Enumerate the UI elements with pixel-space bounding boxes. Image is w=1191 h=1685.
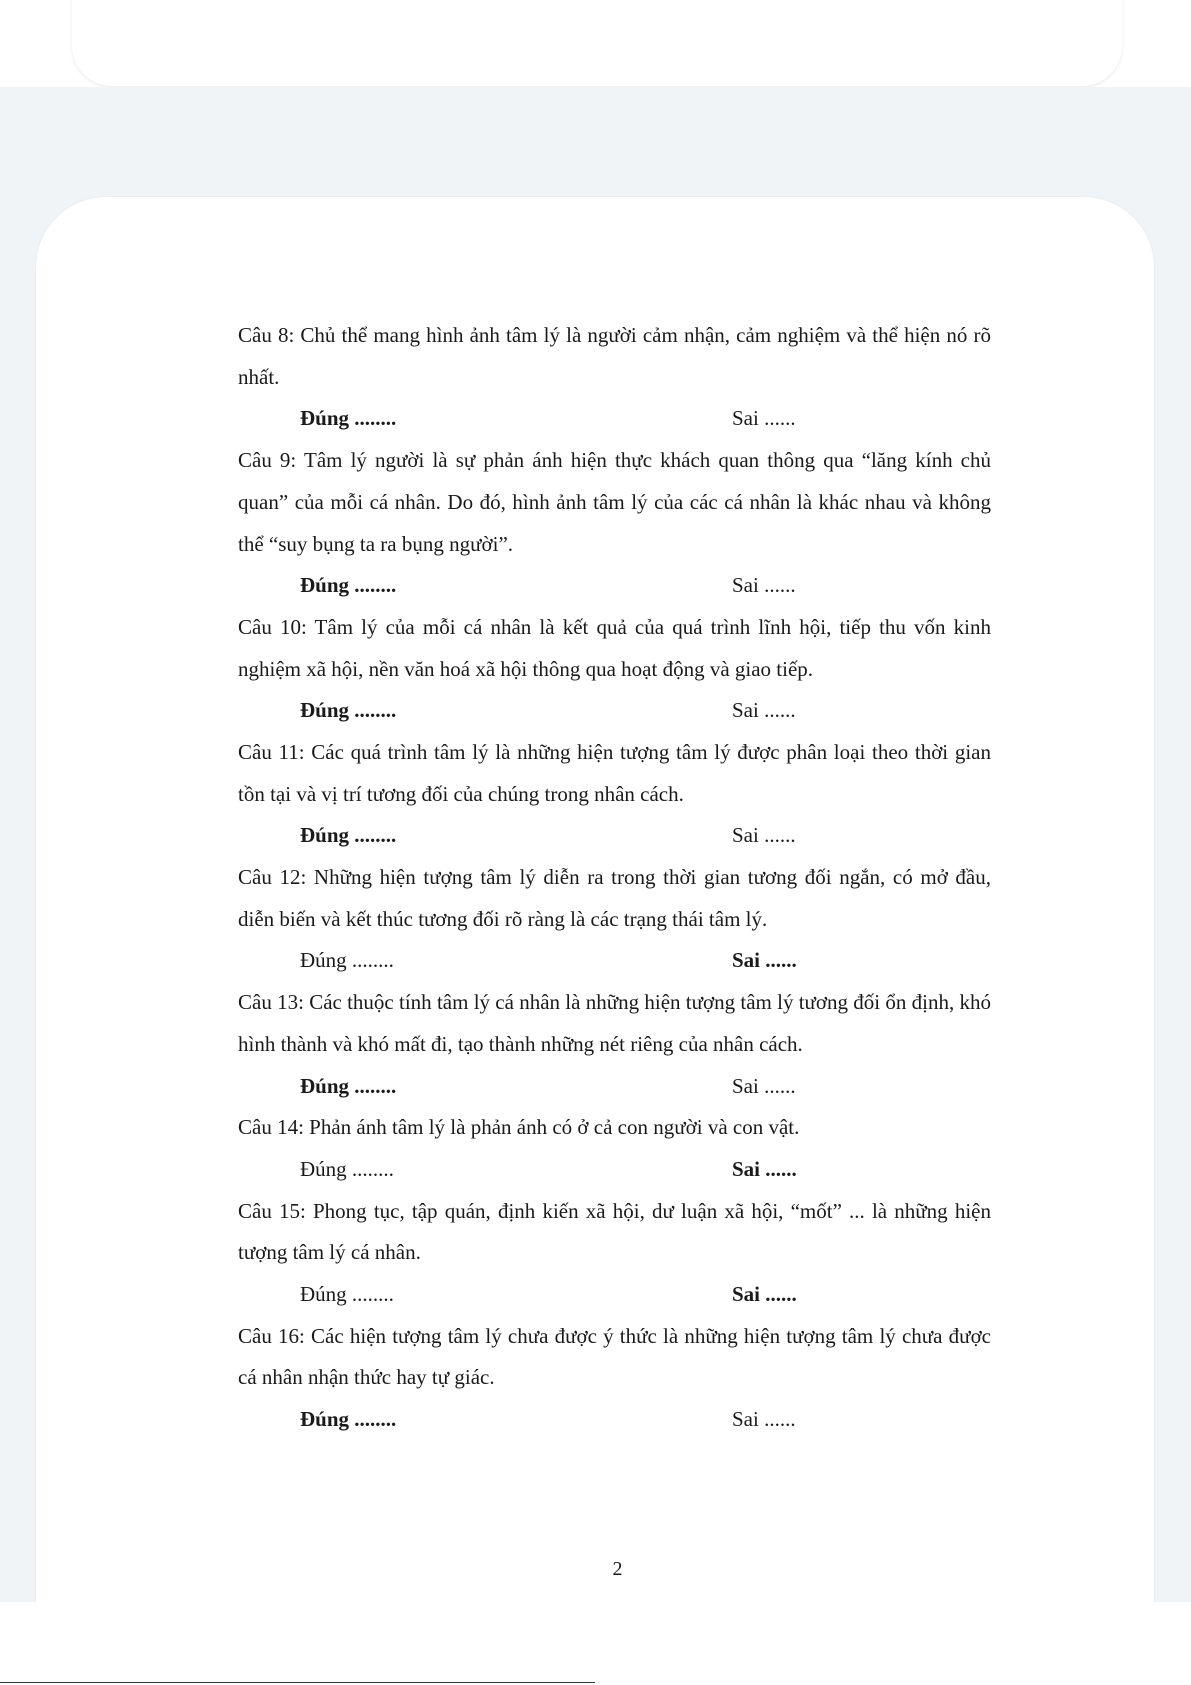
answer-row [238,1399,991,1441]
answer-row [238,1149,991,1191]
answer-row [238,398,991,440]
previous-page-edge [72,0,1122,86]
question-text: Câu 11: Các quá trình tâm lý là những hiện tượng tâm lý được phân loại theo thời gian tồn tại và vị trí tương đối của chúng trong nhân cách. [238,739,991,806]
question-block [238,982,991,1107]
answer-false: Sai ...... [732,1156,797,1181]
answer-false: Sai ...... [732,1282,797,1307]
answer-true: Đúng ........ [300,823,397,848]
answer-row [238,815,991,857]
answer-row [238,940,991,982]
question-block [238,1316,991,1441]
answer-false: Sai ...... [732,823,796,848]
question-block [238,607,991,732]
bottom-band [0,1602,1191,1685]
question-text: Câu 9: Tâm lý người là sự phản ánh hiện thực khách quan thông qua “lăng kính chủ quan” của mỗi cá nhân. Do đó, hình ảnh tâm lý của các cá nhân là khác nhau và không thể “suy bụng ta ra bụng người”. [238,448,991,556]
question-text: Câu 13: Các thuộc tính tâm lý cá nhân là những hiện tượng tâm lý tương đối ổn định, khó hình thành và khó mất đi, tạo thành những nét riêng của nhân cách. [238,990,991,1056]
question-block [238,440,991,607]
question-text: Câu 8: Chủ thể mang hình ảnh tâm lý là người cảm nhận, cảm nghiệm và thể hiện nó rõ nhất. [238,323,991,389]
answer-true: Đúng ........ [300,406,397,431]
question-text: Câu 12: Những hiện tượng tâm lý diễn ra trong thời gian tương đối ngắn, có mở đầu, diễn biến và kết thúc tương đối rõ ràng là các trạng thái tâm lý. [238,865,991,931]
footnote-rule [0,1682,595,1683]
answer-row [238,690,991,732]
answer-true: Đúng ........ [300,1073,397,1098]
question-block [238,315,991,440]
answer-false: Sai ...... [732,573,796,598]
question-block [238,857,991,982]
question-block [238,1107,991,1190]
answer-true: Đúng ........ [300,1282,394,1307]
question-text: Câu 10: Tâm lý của mỗi cá nhân là kết quả của quá trình lĩnh hội, tiếp thu vốn kinh nghiệm xã hội, nền văn hoá xã hội thông qua hoạt động và giao tiếp. [238,614,991,681]
answer-true: Đúng ........ [300,1407,397,1432]
answer-row [238,1066,991,1108]
answer-false: Sai ...... [732,1407,796,1432]
answer-false: Sai ...... [732,1073,796,1098]
page-number: 2 [612,1558,623,1580]
questions-list [238,315,991,1441]
answer-false: Sai ...... [732,698,796,723]
answer-true: Đúng ........ [300,573,397,598]
answer-row [238,565,991,607]
question-text: Câu 15: Phong tục, tập quán, định kiến xã hội, dư luận xã hội, “mốt” ... là những hiện tượng tâm lý cá nhân. [238,1198,991,1265]
answer-true: Đúng ........ [300,698,397,723]
question-block [238,732,991,857]
question-block [238,1191,991,1316]
question-text: Câu 16: Các hiện tượng tâm lý chưa được ý thức là những hiện tượng tâm lý chưa được cá nhân nhận thức hay tự giác. [238,1323,991,1390]
answer-row [238,1274,991,1316]
answer-true: Đúng ........ [300,1156,394,1181]
question-text: Câu 14: Phản ánh tâm lý là phản ánh có ở cả con người và con vật. [238,1115,800,1140]
answer-true: Đúng ........ [300,948,394,973]
answer-false: Sai ...... [732,948,797,973]
answer-false: Sai ...... [732,406,796,431]
